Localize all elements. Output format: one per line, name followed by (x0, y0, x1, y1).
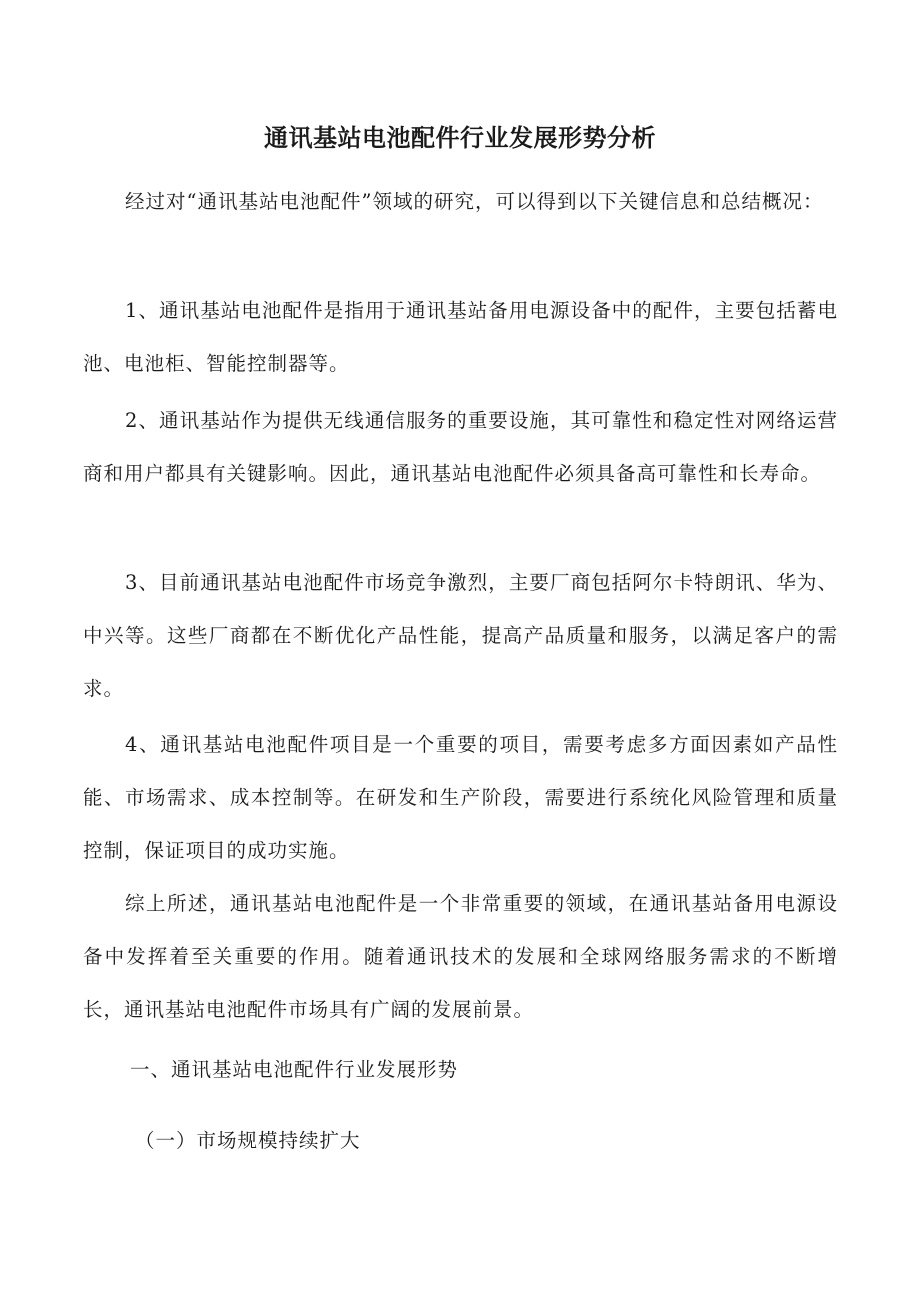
section-heading: 一、通讯基站电池配件行业发展形势 (130, 1058, 459, 1081)
subsection-heading: （一）市场规模持续扩大 (135, 1129, 361, 1152)
point-1-paragraph: 1、通讯基站电池配件是指用于通讯基站备用电源设备中的配件，主要包括蓄电池、电池柜、智能控制器等。 (83, 299, 838, 375)
document-title: 通讯基站电池配件行业发展形势分析 (264, 124, 656, 152)
point-2-paragraph: 2、通讯基站作为提供无线通信服务的重要设施，其可靠性和稳定性对网络运营商和用户都具有关键影响。因此，通讯基站电池配件必须具备高可靠性和长寿命。 (83, 409, 838, 485)
intro-paragraph: 经过对“通讯基站电池配件”领域的研究，可以得到以下关键信息和总结概况： (125, 190, 824, 213)
summary-paragraph: 综上所述，通讯基站电池配件是一个非常重要的领域，在通讯基站备用电源设备中发挥着至关重要的作用。随着通讯技术的发展和全球网络服务需求的不断增长，通讯基站电池配件市场具有广阔的发展前景。 (83, 892, 838, 1021)
point-4-paragraph: 4、通讯基站电池配件项目是一个重要的项目，需要考虑多方面因素如产品性能、市场需求、成本控制等。在研发和生产阶段，需要进行系统化风险管理和质量控制，保证项目的成功实施。 (83, 733, 838, 862)
point-3-paragraph: 3、目前通讯基站电池配件市场竞争激烈，主要厂商包括阿尔卡特朗讯、华为、中兴等。这些厂商都在不断优化产品性能，提高产品质量和服务，以满足客户的需求。 (83, 571, 838, 700)
